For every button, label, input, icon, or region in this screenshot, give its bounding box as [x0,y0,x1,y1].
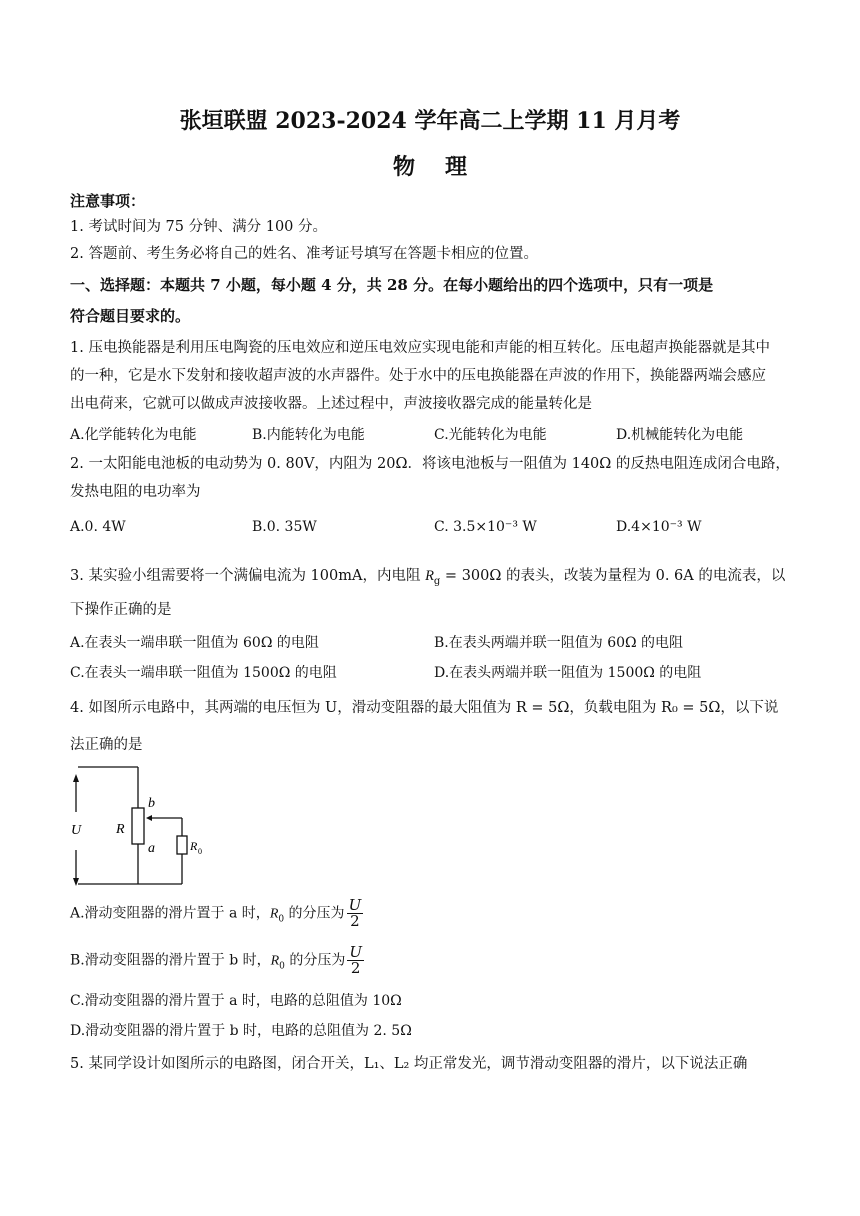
frac-den: 2 [350,959,361,977]
fraction-u-over-2 [347,898,364,929]
r0-subscript: 0 [279,961,285,972]
rg-symbol: R [425,568,434,584]
notice-item-2: 2. 答题前、考生务必将自己的姓名、准考证号填写在答题卡相应的位置。 [70,246,538,262]
q1-line-1: 1. 压电换能器是利用压电陶瓷的压电效应和逆压电效应实现电能和声能的相互转化。压电超声换能器就是其中 [70,340,770,356]
q2-option-a: A.0. 4W [70,519,126,535]
q2-option-d: D.4×10⁻³ W [616,519,702,535]
label-r0-sub: 0 [198,847,202,856]
q2-line-1: 2. 一太阳能电池板的电动势为 0. 80V，内阻为 20Ω．将该电池板与一阻值为 140Ω 的反热电阻连成闭合电路， [70,456,790,472]
label-r: R [116,822,125,837]
q4-option-a [70,898,363,929]
notice-heading: 注意事项： [70,192,146,210]
q3-text-b: = 300Ω 的表头，改装为量程为 0. 6A 的电流表，以 [440,568,786,584]
q4-option-b [70,945,364,976]
q4-line-1: 4. 如图所示电路中，其两端的电压恒为 U，滑动变阻器的最大阻值为 R = 5Ω，负载电阻为 R₀ = 5Ω，以下说 [70,700,779,716]
q3-option-c: C.在表头一端串联一阻值为 1500Ω 的电阻 [70,665,337,681]
label-b: b [148,796,155,811]
q2-line-2: 发热电阻的电功率为 [70,484,201,500]
section-heading-line2: 符合题目要求的。 [70,307,191,325]
q3-option-a: A.在表头一端串联一阻值为 60Ω 的电阻 [70,635,319,651]
label-r0: R [190,839,198,853]
frac-num: U [348,896,362,914]
q4-option-d: D.滑动变阻器的滑片置于 b 时，电路的总阻值为 2. 5Ω [70,1023,412,1039]
q3-text-a: 3. 某实验小组需要将一个满偏电流为 100mA，内电阻 [70,568,426,584]
notice-item-1: 1. 考试时间为 75 分钟、满分 100 分。 [70,219,328,235]
q4-option-c: C.滑动变阻器的滑片置于 a 时，电路的总阻值为 10Ω [70,993,402,1009]
q4-a-text: A.滑动变阻器的滑片置于 a 时， [70,905,270,922]
r0-symbol: R [269,906,279,922]
q1-option-d: D.机械能转化为电能 [616,427,744,443]
exam-title: 张垣联盟 2023-2024 学年高二上学期 11 月月考 [179,108,681,134]
q1-option-c: C.光能转化为电能 [434,427,547,443]
label-u: U [71,823,82,838]
q3-line-2: 下操作正确的是 [70,602,172,618]
frac-num: U [349,943,363,961]
section-heading-line1: 一、选择题：本题共 7 小题，每小题 4 分，共 28 分。在每小题给出的四个选项中，只有一项是 [70,276,714,294]
r0-symbol: R [270,953,280,969]
frac-den: 2 [350,912,360,930]
q1-option-b: B.内能转化为电能 [252,427,365,443]
rg-subscript: g [433,575,441,587]
q4-circuit-diagram [66,762,216,892]
r0-subscript: 0 [278,914,285,925]
q2-option-c: C. 3.5×10⁻³ W [434,519,537,535]
q3-line-1 [70,566,785,592]
subject-title: 物理 [392,154,497,180]
label-a: a [148,841,155,856]
q5-line-1: 5. 某同学设计如图所示的电路图，闭合开关，L₁、L₂ 均正常发光，调节滑动变阻器的滑片，以下说法正确 [70,1056,748,1072]
q3-option-b: B.在表头两端并联一阻值为 60Ω 的电阻 [434,635,684,651]
q3-option-d: D.在表头两端并联一阻值为 1500Ω 的电阻 [434,665,702,681]
q4-line-2: 法正确的是 [70,737,143,753]
q1-option-a: A.化学能转化为电能 [70,427,197,443]
q1-line-3: 出电荷来，它就可以做成声波接收器。上述过程中，声波接收器完成的能量转化是 [70,396,592,412]
q1-line-2: 的一种，它是水下发射和接收超声波的水声器件。处于水中的压电换能器在声波的作用下，换能器两端会感应 [70,368,766,384]
q2-option-b: B.0. 35W [252,519,317,535]
q4-a-mid: 的分压为 [284,905,345,922]
q4-b-text: B.滑动变阻器的滑片置于 b 时， [70,952,271,969]
q4-b-mid: 的分压为 [284,952,346,969]
fraction-u-over-2 [347,945,364,976]
